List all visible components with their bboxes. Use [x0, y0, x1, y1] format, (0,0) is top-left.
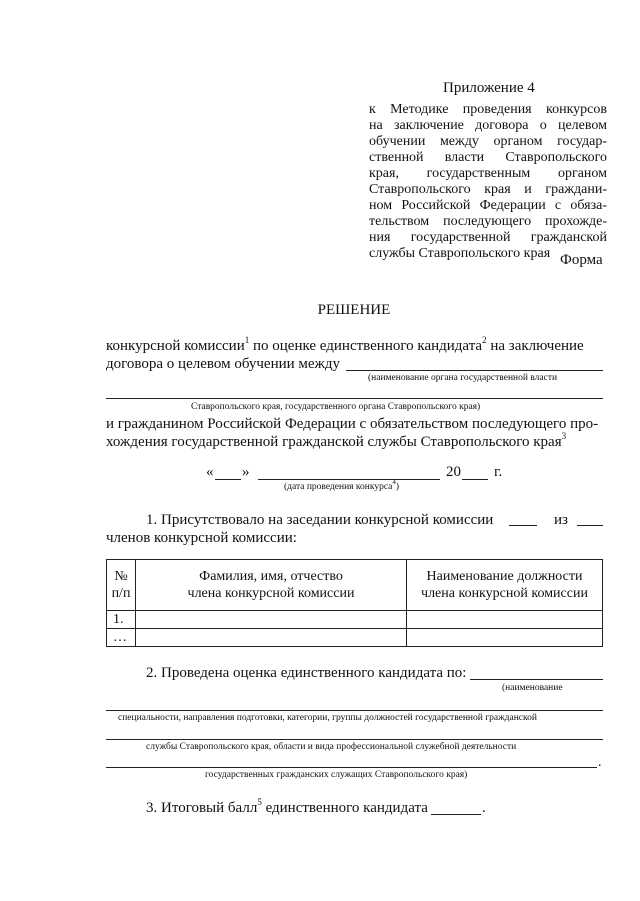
date-close-quote: »	[242, 464, 250, 480]
item2-caption-3: службы Ставропольского края, области и вида профессиональной служебной деятельности	[146, 742, 517, 752]
date-year-prefix: 20	[446, 464, 461, 480]
appendix-line: ном Российской Федерации с обяза-	[369, 198, 607, 213]
footnote-mark: 2	[482, 335, 487, 345]
item2-period: .	[598, 755, 602, 770]
item3-score-blank	[431, 814, 481, 815]
intro-text: конкурсной комиссии	[106, 338, 245, 354]
table-row	[107, 611, 603, 629]
date-open-quote: «	[206, 464, 214, 480]
authority-caption-2: Ставропольского края, государственного органа Ставропольского края)	[191, 402, 481, 412]
item1-text-continued: членов конкурсной комиссии:	[106, 530, 297, 546]
item2-caption-1: (наименование	[502, 683, 563, 693]
appendix-line-last: службы Ставропольского края	[369, 246, 551, 261]
item1-present-blank	[509, 525, 537, 526]
intro-line-1	[106, 335, 603, 355]
appendix-reference	[369, 102, 607, 262]
date-caption-text: (дата проведения конкурса	[284, 482, 393, 492]
item1-text: 1. Присутствовало на заседании конкурсной комиссии	[146, 512, 494, 528]
document-heading: РЕШЕНИЕ	[317, 302, 391, 318]
table-header-position: Наименование должности члена конкурсной комиссии	[407, 560, 603, 611]
intro-text: по оценке единственного кандидата	[249, 338, 483, 354]
table-cell-position	[407, 611, 603, 629]
table-cell-name	[136, 611, 407, 629]
appendix-line: ния государственной гражданской	[369, 230, 607, 245]
appendix-line: тельством последующего прохожде-	[369, 214, 607, 229]
date-year-suffix: г.	[494, 464, 503, 480]
intro-line-3: и гражданином Российской Федерации с обязательством последующего про-	[106, 416, 599, 432]
intro-line-2: договора о целевом обучении между	[106, 356, 341, 372]
appendix-line: на заключение договора о целевом	[369, 118, 607, 133]
authority-blank-line-2	[106, 398, 603, 399]
date-caption-text: )	[395, 482, 400, 492]
table-row	[107, 629, 603, 647]
item2-caption-4: государственных гражданских служащих Ставропольского края)	[205, 770, 468, 780]
table-cell-number: 1.	[107, 611, 136, 629]
appendix-line: Ставропольского края и граждани-	[369, 182, 607, 197]
item3-period: .	[482, 800, 486, 816]
members-table	[106, 559, 603, 647]
table-header-number: № п/п	[107, 560, 136, 611]
item2-blank-4	[106, 767, 597, 768]
table-cell-position	[407, 629, 603, 647]
footnote-mark: 3	[561, 431, 567, 441]
item3-text	[146, 797, 428, 817]
date-caption	[284, 477, 400, 493]
appendix-line: обучении между органом государ-	[369, 134, 607, 149]
footnote-mark: 1	[244, 335, 250, 345]
table-header-name: Фамилия, имя, отчество члена конкурсной комиссии	[136, 560, 407, 611]
intro-text: хождения государственной гражданской службы Ставропольского края	[106, 434, 562, 450]
appendix-line: ственной власти Ставропольского	[369, 150, 607, 165]
item2-text: 2. Проведена оценка единственного кандидата по:	[146, 665, 467, 681]
item3-label: единственного кандидата	[261, 800, 428, 816]
item2-blank-3	[106, 739, 603, 740]
item2-blank-2	[106, 710, 603, 711]
footnote-mark: 4	[392, 477, 396, 486]
item1-of: из	[554, 512, 568, 528]
intro-line-4	[106, 431, 567, 451]
footnote-mark: 5	[257, 797, 262, 807]
item2-caption-2: специальности, направления подготовки, категории, группы должностей государственной гражданской	[118, 713, 537, 723]
table-header-row	[107, 560, 603, 611]
appendix-line: края, государственным органом	[369, 166, 607, 181]
form-label: Форма	[560, 252, 603, 268]
appendix-line: к Методике проведения конкурсов	[369, 102, 607, 117]
date-day-blank	[215, 479, 241, 480]
date-year-blank	[462, 479, 488, 480]
item2-blank-1	[470, 679, 603, 680]
date-month-blank	[258, 479, 440, 480]
appendix-title: Приложение 4	[443, 80, 535, 96]
table-cell-number: …	[107, 629, 136, 647]
intro-text: на заключение	[486, 338, 584, 354]
item3-label: 3. Итоговый балл	[146, 800, 258, 816]
table-cell-name	[136, 629, 407, 647]
item1-total-blank	[577, 525, 603, 526]
authority-caption-1: (наименование органа государственной власти	[368, 373, 558, 383]
authority-blank-line-1	[346, 370, 603, 371]
